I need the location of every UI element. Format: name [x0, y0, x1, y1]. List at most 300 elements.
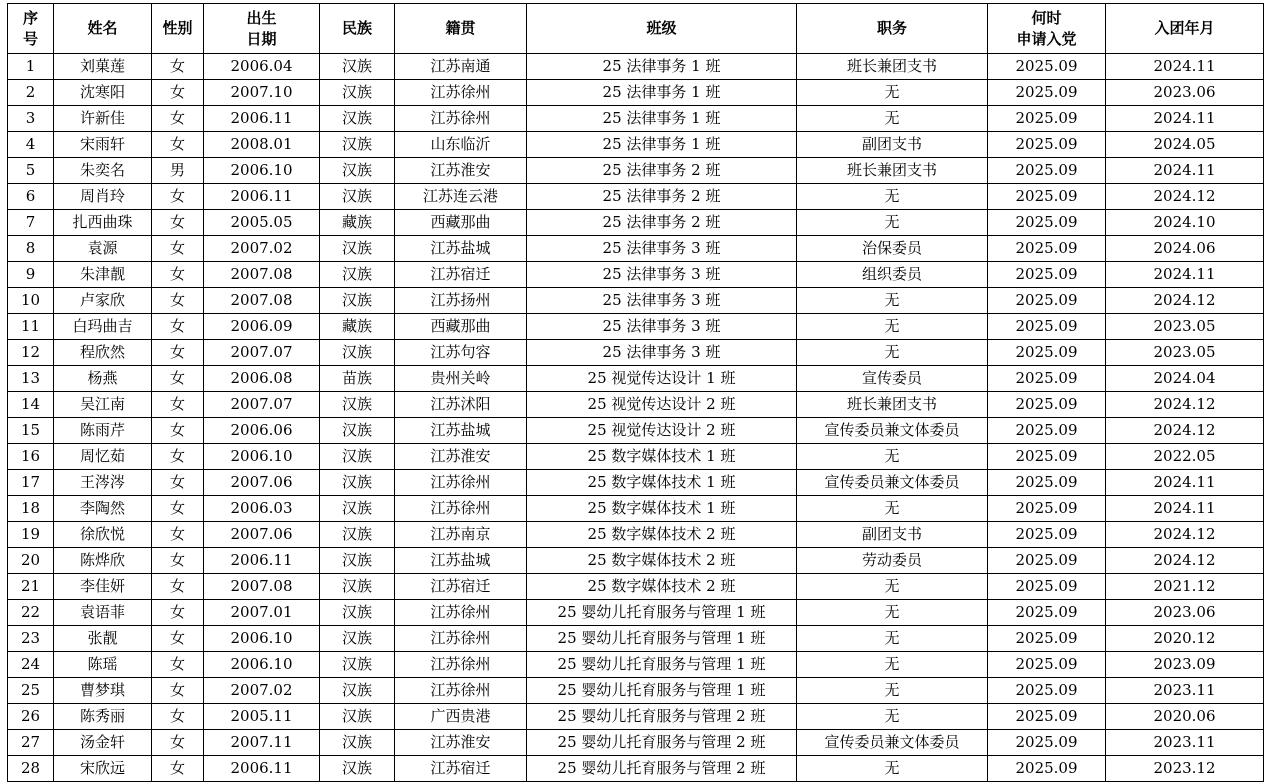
class-cell: 25 法律事务 3 班 [527, 340, 797, 366]
position-cell: 无 [797, 184, 988, 210]
gender-cell: 女 [152, 522, 204, 548]
party-application-cell: 2025.09 [988, 54, 1106, 80]
birth-date-cell: 2006.08 [204, 366, 320, 392]
ethnicity-cell: 汉族 [320, 262, 395, 288]
gender-cell: 女 [152, 132, 204, 158]
class-cell: 25 婴幼儿托育服务与管理 1 班 [527, 652, 797, 678]
league-join-cell: 2023.11 [1106, 730, 1264, 756]
seq-cell: 4 [8, 132, 54, 158]
birth-date-cell: 2006.11 [204, 548, 320, 574]
name-cell: 吴江南 [54, 392, 152, 418]
seq-cell: 2 [8, 80, 54, 106]
seq-cell: 5 [8, 158, 54, 184]
position-cell: 无 [797, 756, 988, 782]
gender-cell: 女 [152, 80, 204, 106]
name-cell: 陈瑶 [54, 652, 152, 678]
native-place-cell: 山东临沂 [395, 132, 527, 158]
position-cell: 班长兼团支书 [797, 158, 988, 184]
position-cell: 无 [797, 444, 988, 470]
league-join-cell: 2024.11 [1106, 496, 1264, 522]
class-header: 班级 [527, 4, 797, 54]
position-cell: 无 [797, 106, 988, 132]
league-join-header: 入团年月 [1106, 4, 1264, 54]
birth-date-cell: 2007.06 [204, 522, 320, 548]
ethnicity-cell: 汉族 [320, 730, 395, 756]
league-join-cell: 2024.06 [1106, 236, 1264, 262]
table-row [8, 340, 1264, 366]
class-cell: 25 婴幼儿托育服务与管理 1 班 [527, 678, 797, 704]
class-cell: 25 数字媒体技术 2 班 [527, 574, 797, 600]
position-header: 职务 [797, 4, 988, 54]
native-place-header: 籍贯 [395, 4, 527, 54]
seq-cell: 6 [8, 184, 54, 210]
name-cell: 许新佳 [54, 106, 152, 132]
position-cell: 副团支书 [797, 522, 988, 548]
name-cell: 刘菓莲 [54, 54, 152, 80]
name-cell: 陈烨欣 [54, 548, 152, 574]
birth-date-cell: 2007.06 [204, 470, 320, 496]
native-place-cell: 江苏淮安 [395, 730, 527, 756]
league-join-cell: 2024.05 [1106, 132, 1264, 158]
ethnicity-cell: 汉族 [320, 444, 395, 470]
ethnicity-cell: 藏族 [320, 210, 395, 236]
name-cell: 曹梦琪 [54, 678, 152, 704]
name-header: 姓名 [54, 4, 152, 54]
class-cell: 25 数字媒体技术 1 班 [527, 470, 797, 496]
gender-cell: 女 [152, 236, 204, 262]
league-join-cell: 2024.12 [1106, 288, 1264, 314]
native-place-cell: 江苏盐城 [395, 236, 527, 262]
table-row [8, 184, 1264, 210]
ethnicity-cell: 汉族 [320, 548, 395, 574]
party-application-cell: 2025.09 [988, 392, 1106, 418]
gender-cell: 女 [152, 210, 204, 236]
birth-date-cell: 2005.11 [204, 704, 320, 730]
native-place-cell: 江苏连云港 [395, 184, 527, 210]
league-join-cell: 2024.11 [1106, 158, 1264, 184]
name-cell: 朱奕名 [54, 158, 152, 184]
party-application-cell: 2025.09 [988, 444, 1106, 470]
party-application-cell: 2025.09 [988, 548, 1106, 574]
name-cell: 周忆茹 [54, 444, 152, 470]
class-cell: 25 数字媒体技术 1 班 [527, 496, 797, 522]
ethnicity-cell: 汉族 [320, 522, 395, 548]
gender-cell: 女 [152, 704, 204, 730]
party-application-cell: 2025.09 [988, 340, 1106, 366]
class-cell: 25 婴幼儿托育服务与管理 2 班 [527, 730, 797, 756]
name-cell: 周肖玲 [54, 184, 152, 210]
gender-cell: 女 [152, 626, 204, 652]
seq-cell: 15 [8, 418, 54, 444]
table-row [8, 652, 1264, 678]
table-row [8, 236, 1264, 262]
birth-date-cell: 2006.10 [204, 444, 320, 470]
gender-cell: 男 [152, 158, 204, 184]
gender-cell: 女 [152, 730, 204, 756]
native-place-cell: 江苏宿迁 [395, 574, 527, 600]
birth-date-cell: 2006.10 [204, 626, 320, 652]
party-application-cell: 2025.09 [988, 80, 1106, 106]
table-row [8, 262, 1264, 288]
league-join-cell: 2024.04 [1106, 366, 1264, 392]
position-cell: 宣传委员兼文体委员 [797, 418, 988, 444]
name-cell: 李陶然 [54, 496, 152, 522]
seq-cell: 23 [8, 626, 54, 652]
class-cell: 25 婴幼儿托育服务与管理 2 班 [527, 704, 797, 730]
party-application-cell: 2025.09 [988, 262, 1106, 288]
seq-header: 序 号 [8, 4, 54, 54]
gender-cell: 女 [152, 548, 204, 574]
native-place-cell: 江苏南通 [395, 54, 527, 80]
position-cell: 劳动委员 [797, 548, 988, 574]
party-application-cell: 2025.09 [988, 678, 1106, 704]
gender-cell: 女 [152, 470, 204, 496]
position-cell: 无 [797, 288, 988, 314]
seq-cell: 21 [8, 574, 54, 600]
birth-date-header: 出生 日期 [204, 4, 320, 54]
birth-date-cell: 2008.01 [204, 132, 320, 158]
seq-cell: 19 [8, 522, 54, 548]
class-cell: 25 法律事务 2 班 [527, 210, 797, 236]
gender-cell: 女 [152, 496, 204, 522]
table-row [8, 288, 1264, 314]
position-cell: 无 [797, 314, 988, 340]
birth-date-cell: 2006.11 [204, 756, 320, 782]
table-row [8, 626, 1264, 652]
table-row [8, 80, 1264, 106]
gender-cell: 女 [152, 756, 204, 782]
seq-cell: 25 [8, 678, 54, 704]
ethnicity-cell: 汉族 [320, 652, 395, 678]
name-cell: 徐欣悦 [54, 522, 152, 548]
position-cell: 无 [797, 678, 988, 704]
league-join-cell: 2024.11 [1106, 470, 1264, 496]
league-join-cell: 2023.11 [1106, 678, 1264, 704]
member-table [7, 3, 1264, 782]
native-place-cell: 广西贵港 [395, 704, 527, 730]
table-row [8, 210, 1264, 236]
table-row [8, 600, 1264, 626]
name-cell: 袁语菲 [54, 600, 152, 626]
seq-cell: 8 [8, 236, 54, 262]
name-cell: 白玛曲吉 [54, 314, 152, 340]
class-cell: 25 数字媒体技术 2 班 [527, 522, 797, 548]
birth-date-cell: 2007.10 [204, 80, 320, 106]
position-cell: 组织委员 [797, 262, 988, 288]
seq-cell: 11 [8, 314, 54, 340]
class-cell: 25 视觉传达设计 1 班 [527, 366, 797, 392]
league-join-cell: 2023.06 [1106, 600, 1264, 626]
league-join-cell: 2024.10 [1106, 210, 1264, 236]
name-cell: 袁源 [54, 236, 152, 262]
class-cell: 25 数字媒体技术 2 班 [527, 548, 797, 574]
table-row [8, 444, 1264, 470]
league-join-cell: 2024.12 [1106, 392, 1264, 418]
league-join-cell: 2024.12 [1106, 184, 1264, 210]
table-body [8, 54, 1264, 782]
league-join-cell: 2022.05 [1106, 444, 1264, 470]
class-cell: 25 法律事务 2 班 [527, 158, 797, 184]
party-application-cell: 2025.09 [988, 314, 1106, 340]
ethnicity-cell: 苗族 [320, 366, 395, 392]
native-place-cell: 江苏徐州 [395, 496, 527, 522]
party-application-cell: 2025.09 [988, 184, 1106, 210]
native-place-cell: 江苏句容 [395, 340, 527, 366]
seq-cell: 24 [8, 652, 54, 678]
native-place-cell: 西藏那曲 [395, 210, 527, 236]
native-place-cell: 江苏徐州 [395, 678, 527, 704]
birth-date-cell: 2007.08 [204, 288, 320, 314]
birth-date-cell: 2007.01 [204, 600, 320, 626]
name-cell: 李佳妍 [54, 574, 152, 600]
position-cell: 宣传委员兼文体委员 [797, 470, 988, 496]
name-cell: 杨燕 [54, 366, 152, 392]
gender-cell: 女 [152, 262, 204, 288]
ethnicity-cell: 汉族 [320, 756, 395, 782]
table-row [8, 418, 1264, 444]
league-join-cell: 2023.09 [1106, 652, 1264, 678]
league-join-cell: 2020.12 [1106, 626, 1264, 652]
table-row [8, 106, 1264, 132]
ethnicity-cell: 汉族 [320, 340, 395, 366]
ethnicity-cell: 汉族 [320, 678, 395, 704]
table-row [8, 574, 1264, 600]
gender-cell: 女 [152, 652, 204, 678]
class-cell: 25 法律事务 3 班 [527, 288, 797, 314]
class-cell: 25 法律事务 2 班 [527, 184, 797, 210]
seq-cell: 28 [8, 756, 54, 782]
table-row [8, 704, 1264, 730]
league-join-cell: 2024.11 [1106, 54, 1264, 80]
party-application-cell: 2025.09 [988, 574, 1106, 600]
class-cell: 25 数字媒体技术 1 班 [527, 444, 797, 470]
gender-cell: 女 [152, 314, 204, 340]
class-cell: 25 法律事务 3 班 [527, 236, 797, 262]
position-cell: 班长兼团支书 [797, 54, 988, 80]
table-row [8, 756, 1264, 782]
league-join-cell: 2023.05 [1106, 340, 1264, 366]
ethnicity-cell: 汉族 [320, 80, 395, 106]
class-cell: 25 法律事务 3 班 [527, 262, 797, 288]
ethnicity-cell: 汉族 [320, 392, 395, 418]
native-place-cell: 江苏徐州 [395, 80, 527, 106]
native-place-cell: 江苏盐城 [395, 418, 527, 444]
party-application-cell: 2025.09 [988, 366, 1106, 392]
class-cell: 25 婴幼儿托育服务与管理 1 班 [527, 600, 797, 626]
gender-cell: 女 [152, 444, 204, 470]
class-cell: 25 视觉传达设计 2 班 [527, 392, 797, 418]
party-application-cell: 2025.09 [988, 600, 1106, 626]
position-cell: 无 [797, 626, 988, 652]
party-application-cell: 2025.09 [988, 288, 1106, 314]
table-row [8, 548, 1264, 574]
table-row [8, 54, 1264, 80]
birth-date-cell: 2006.04 [204, 54, 320, 80]
seq-cell: 26 [8, 704, 54, 730]
party-application-cell: 2025.09 [988, 730, 1106, 756]
name-cell: 沈寒阳 [54, 80, 152, 106]
native-place-cell: 江苏徐州 [395, 600, 527, 626]
native-place-cell: 江苏宿迁 [395, 756, 527, 782]
ethnicity-cell: 汉族 [320, 418, 395, 444]
ethnicity-header: 民族 [320, 4, 395, 54]
gender-cell: 女 [152, 288, 204, 314]
class-cell: 25 法律事务 1 班 [527, 106, 797, 132]
party-application-cell: 2025.09 [988, 626, 1106, 652]
birth-date-cell: 2006.03 [204, 496, 320, 522]
native-place-cell: 江苏扬州 [395, 288, 527, 314]
name-cell: 扎西曲珠 [54, 210, 152, 236]
birth-date-cell: 2006.09 [204, 314, 320, 340]
ethnicity-cell: 藏族 [320, 314, 395, 340]
seq-cell: 20 [8, 548, 54, 574]
gender-cell: 女 [152, 678, 204, 704]
ethnicity-cell: 汉族 [320, 600, 395, 626]
position-cell: 无 [797, 652, 988, 678]
ethnicity-cell: 汉族 [320, 626, 395, 652]
gender-header: 性别 [152, 4, 204, 54]
name-cell: 宋欣远 [54, 756, 152, 782]
ethnicity-cell: 汉族 [320, 184, 395, 210]
league-join-cell: 2021.12 [1106, 574, 1264, 600]
party-application-cell: 2025.09 [988, 210, 1106, 236]
gender-cell: 女 [152, 340, 204, 366]
gender-cell: 女 [152, 418, 204, 444]
name-cell: 宋雨轩 [54, 132, 152, 158]
league-join-cell: 2020.06 [1106, 704, 1264, 730]
ethnicity-cell: 汉族 [320, 106, 395, 132]
party-application-cell: 2025.09 [988, 418, 1106, 444]
gender-cell: 女 [152, 184, 204, 210]
name-cell: 张靓 [54, 626, 152, 652]
ethnicity-cell: 汉族 [320, 54, 395, 80]
gender-cell: 女 [152, 106, 204, 132]
seq-cell: 17 [8, 470, 54, 496]
party-application-cell: 2025.09 [988, 158, 1106, 184]
league-join-cell: 2024.12 [1106, 522, 1264, 548]
position-cell: 无 [797, 600, 988, 626]
league-join-cell: 2023.12 [1106, 756, 1264, 782]
seq-cell: 10 [8, 288, 54, 314]
league-join-cell: 2024.12 [1106, 418, 1264, 444]
ethnicity-cell: 汉族 [320, 132, 395, 158]
name-cell: 王涔涔 [54, 470, 152, 496]
table-row [8, 314, 1264, 340]
league-join-cell: 2024.11 [1106, 262, 1264, 288]
position-cell: 无 [797, 496, 988, 522]
seq-cell: 22 [8, 600, 54, 626]
position-cell: 无 [797, 704, 988, 730]
birth-date-cell: 2006.10 [204, 158, 320, 184]
ethnicity-cell: 汉族 [320, 704, 395, 730]
seq-cell: 18 [8, 496, 54, 522]
position-cell: 无 [797, 340, 988, 366]
native-place-cell: 江苏盐城 [395, 548, 527, 574]
native-place-cell: 江苏徐州 [395, 626, 527, 652]
native-place-cell: 江苏南京 [395, 522, 527, 548]
seq-cell: 13 [8, 366, 54, 392]
class-cell: 25 视觉传达设计 2 班 [527, 418, 797, 444]
table-row [8, 730, 1264, 756]
gender-cell: 女 [152, 392, 204, 418]
class-cell: 25 法律事务 3 班 [527, 314, 797, 340]
class-cell: 25 婴幼儿托育服务与管理 2 班 [527, 756, 797, 782]
class-cell: 25 法律事务 1 班 [527, 132, 797, 158]
position-cell: 治保委员 [797, 236, 988, 262]
seq-cell: 1 [8, 54, 54, 80]
table-row [8, 366, 1264, 392]
ethnicity-cell: 汉族 [320, 496, 395, 522]
position-cell: 无 [797, 574, 988, 600]
league-join-cell: 2024.11 [1106, 106, 1264, 132]
seq-cell: 12 [8, 340, 54, 366]
native-place-cell: 江苏宿迁 [395, 262, 527, 288]
party-application-cell: 2025.09 [988, 236, 1106, 262]
class-cell: 25 法律事务 1 班 [527, 80, 797, 106]
table-row [8, 522, 1264, 548]
table-row [8, 392, 1264, 418]
league-join-cell: 2023.06 [1106, 80, 1264, 106]
party-application-cell: 2025.09 [988, 496, 1106, 522]
party-application-cell: 2025.09 [988, 652, 1106, 678]
ethnicity-cell: 汉族 [320, 158, 395, 184]
table-row [8, 678, 1264, 704]
name-cell: 陈秀丽 [54, 704, 152, 730]
ethnicity-cell: 汉族 [320, 288, 395, 314]
native-place-cell: 江苏徐州 [395, 652, 527, 678]
position-cell: 班长兼团支书 [797, 392, 988, 418]
table-row [8, 496, 1264, 522]
native-place-cell: 江苏徐州 [395, 470, 527, 496]
native-place-cell: 江苏徐州 [395, 106, 527, 132]
birth-date-cell: 2005.05 [204, 210, 320, 236]
position-cell: 无 [797, 80, 988, 106]
party-application-cell: 2025.09 [988, 522, 1106, 548]
birth-date-cell: 2007.07 [204, 340, 320, 366]
native-place-cell: 江苏淮安 [395, 158, 527, 184]
party-application-cell: 2025.09 [988, 756, 1106, 782]
class-cell: 25 法律事务 1 班 [527, 54, 797, 80]
seq-cell: 3 [8, 106, 54, 132]
party-application-cell: 2025.09 [988, 704, 1106, 730]
class-cell: 25 婴幼儿托育服务与管理 1 班 [527, 626, 797, 652]
name-cell: 程欣然 [54, 340, 152, 366]
party-application-cell: 2025.09 [988, 470, 1106, 496]
party-application-cell: 2025.09 [988, 106, 1106, 132]
seq-cell: 27 [8, 730, 54, 756]
position-cell: 宣传委员 [797, 366, 988, 392]
name-cell: 汤金轩 [54, 730, 152, 756]
gender-cell: 女 [152, 366, 204, 392]
league-join-cell: 2023.05 [1106, 314, 1264, 340]
table-row [8, 132, 1264, 158]
header-row [8, 4, 1264, 54]
seq-cell: 14 [8, 392, 54, 418]
ethnicity-cell: 汉族 [320, 574, 395, 600]
gender-cell: 女 [152, 54, 204, 80]
seq-cell: 9 [8, 262, 54, 288]
birth-date-cell: 2006.06 [204, 418, 320, 444]
party-application-cell: 2025.09 [988, 132, 1106, 158]
gender-cell: 女 [152, 600, 204, 626]
position-cell: 宣传委员兼文体委员 [797, 730, 988, 756]
birth-date-cell: 2006.11 [204, 106, 320, 132]
table-row [8, 158, 1264, 184]
table-row [8, 470, 1264, 496]
ethnicity-cell: 汉族 [320, 470, 395, 496]
birth-date-cell: 2006.10 [204, 652, 320, 678]
birth-date-cell: 2006.11 [204, 184, 320, 210]
